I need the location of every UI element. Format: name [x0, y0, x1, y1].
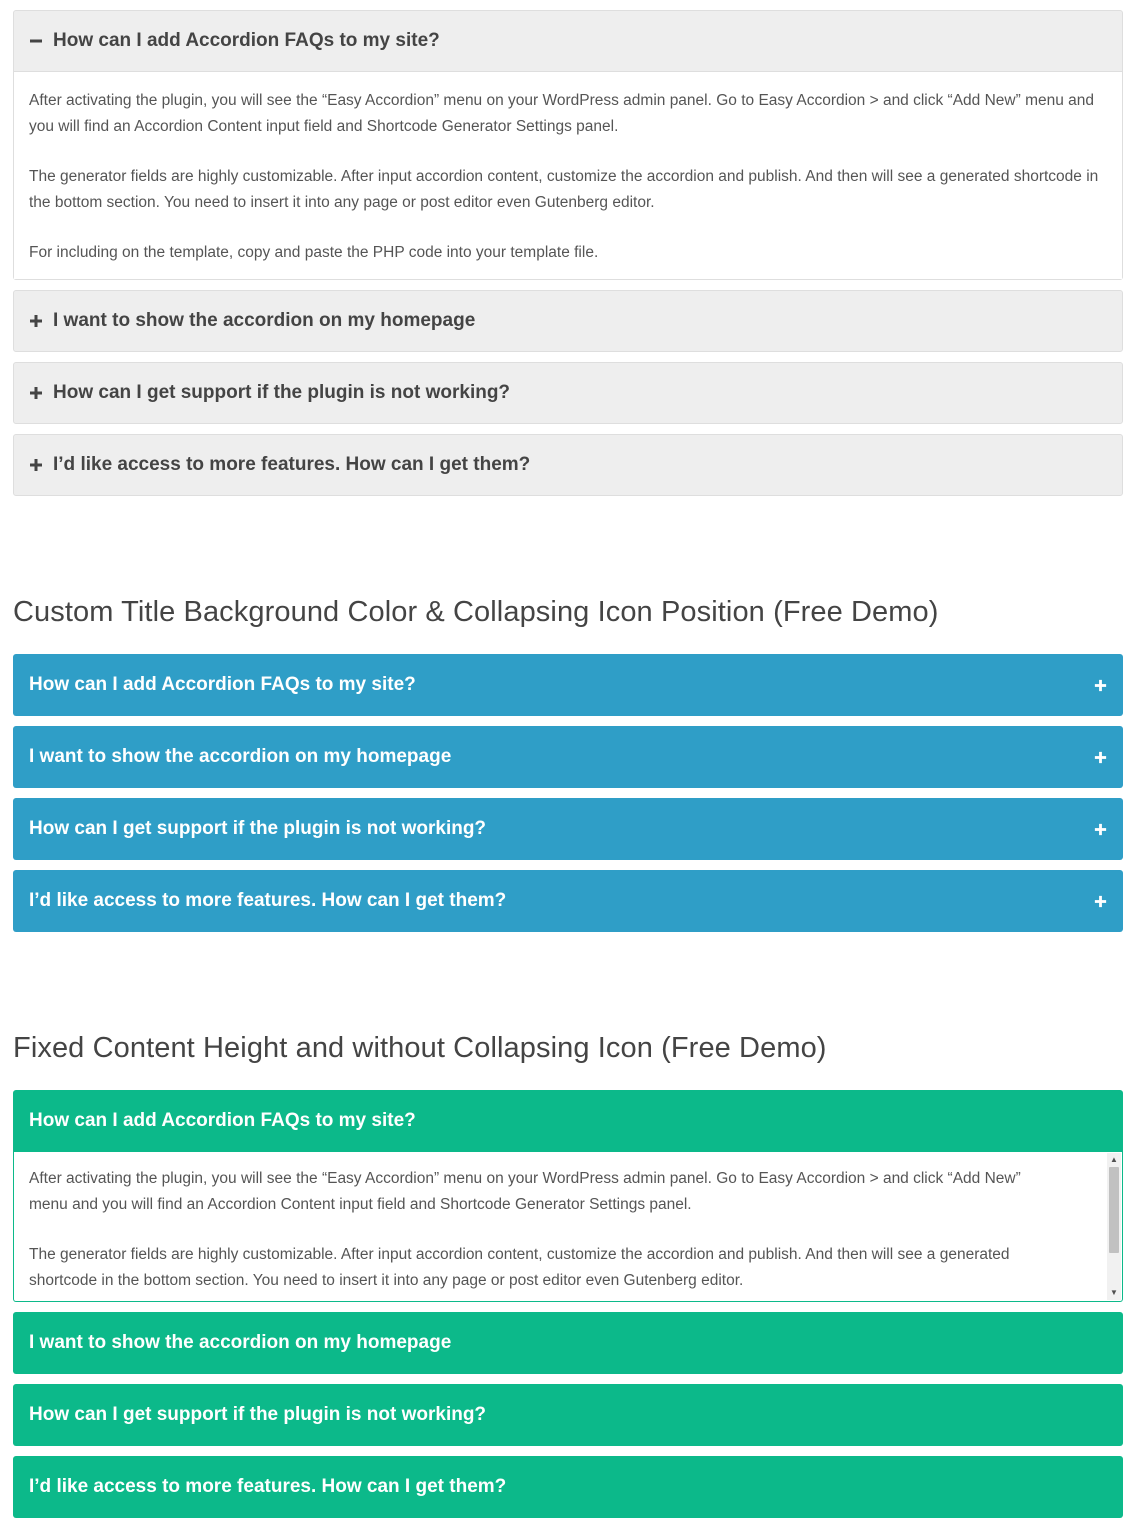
accordion-item-header[interactable] — [13, 1312, 1123, 1374]
accordion-item-title: I want to show the accordion on my homepage — [29, 1332, 452, 1353]
accordion-item-header[interactable] — [13, 1384, 1123, 1446]
accordion-item-title: I want to show the accordion on my homepage — [53, 310, 476, 331]
section-heading-custom-bg: Custom Title Background Color & Collapsing Icon Position (Free Demo) — [13, 596, 939, 628]
plus-icon[interactable] — [28, 457, 44, 473]
accordion-item-title: How can I get support if the plugin is not working? — [29, 818, 487, 839]
accordion-item-header[interactable] — [13, 654, 1123, 716]
plus-icon[interactable] — [28, 385, 44, 401]
scroll-up-arrow-icon[interactable]: ▲ — [1110, 1155, 1118, 1164]
accordion-item — [13, 1384, 1123, 1446]
content-paragraph: The generator fields are highly customizable. After input accordion content, customize the accordion and publish. And then will see a generated shortcode in the bottom section. You need to insert it into any page or post editor even Gutenberg editor. — [29, 168, 1099, 211]
section-heading-fixed-height: Fixed Content Height and without Collapsing Icon (Free Demo) — [13, 1032, 827, 1064]
accordion-item-header[interactable] — [14, 435, 1122, 495]
accordion-item-title: I want to show the accordion on my homepage — [29, 746, 452, 767]
accordion-item — [13, 1456, 1123, 1518]
accordion-item-header[interactable] — [14, 291, 1122, 351]
accordion-item-title: I’d like access to more features. How can I get them? — [29, 1476, 507, 1497]
accordion-item-content — [14, 1152, 1122, 1294]
plus-icon[interactable] — [1093, 678, 1108, 693]
faq-accordion-custom-bg — [13, 654, 1123, 942]
scrollbar-thumb[interactable] — [1109, 1167, 1119, 1253]
accordion-item-title: How can I get support if the plugin is not working? — [53, 382, 511, 403]
accordion-item-title: I’d like access to more features. How can I get them? — [53, 454, 531, 475]
accordion-item — [13, 434, 1123, 496]
accordion-item-content-scrollable[interactable] — [13, 1152, 1123, 1302]
accordion-item-title: How can I add Accordion FAQs to my site? — [29, 1110, 416, 1131]
plus-icon[interactable] — [1093, 822, 1108, 837]
accordion-item — [13, 10, 1123, 280]
accordion-item-header[interactable] — [13, 1456, 1123, 1518]
minus-icon[interactable] — [28, 33, 44, 49]
scroll-down-arrow-icon[interactable]: ▼ — [1110, 1288, 1118, 1297]
faq-accordion-fixed-height — [13, 1090, 1123, 1528]
accordion-item-header[interactable] — [14, 363, 1122, 423]
content-paragraph: The generator fields are highly customizable. After input accordion content, customize the accordion and publish. And then will see a generated shortcode in the bottom section. You need to insert it into any page or post editor even Gutenberg editor. — [29, 1246, 1010, 1289]
accordion-item-title: How can I add Accordion FAQs to my site? — [53, 30, 440, 51]
faq-accordion-default — [13, 10, 1123, 506]
accordion-item — [13, 290, 1123, 352]
accordion-item-title: How can I get support if the plugin is not working? — [29, 1404, 487, 1425]
accordion-item — [13, 362, 1123, 424]
accordion-item-header[interactable] — [14, 11, 1122, 71]
accordion-item-header[interactable] — [13, 1090, 1123, 1152]
content-paragraph: For including on the template, copy and paste the PHP code into your template file. — [29, 244, 599, 261]
accordion-item — [13, 1312, 1123, 1374]
accordion-item-header[interactable] — [13, 870, 1123, 932]
accordion-item-content — [14, 71, 1122, 279]
accordion-item — [13, 1090, 1123, 1302]
accordion-item-header[interactable] — [13, 726, 1123, 788]
plus-icon[interactable] — [1093, 750, 1108, 765]
content-paragraph: After activating the plugin, you will see the “Easy Accordion” menu on your WordPress admin panel. Go to Easy Accordion > and click “Add New” menu and you will find an Accordion Content input field and Shortcode Generator Settings panel. — [29, 1170, 1021, 1213]
vertical-scrollbar[interactable] — [1107, 1153, 1121, 1300]
accordion-item-title: I’d like access to more features. How can I get them? — [29, 890, 507, 911]
accordion-item-title: How can I add Accordion FAQs to my site? — [29, 674, 416, 695]
plus-icon[interactable] — [1093, 894, 1108, 909]
accordion-item-header[interactable] — [13, 798, 1123, 860]
content-paragraph: After activating the plugin, you will see the “Easy Accordion” menu on your WordPress admin panel. Go to Easy Accordion > and click “Add New” menu and you will find an Accordion Content input field and Shortcode Generator Settings panel. — [29, 92, 1095, 135]
plus-icon[interactable] — [28, 313, 44, 329]
